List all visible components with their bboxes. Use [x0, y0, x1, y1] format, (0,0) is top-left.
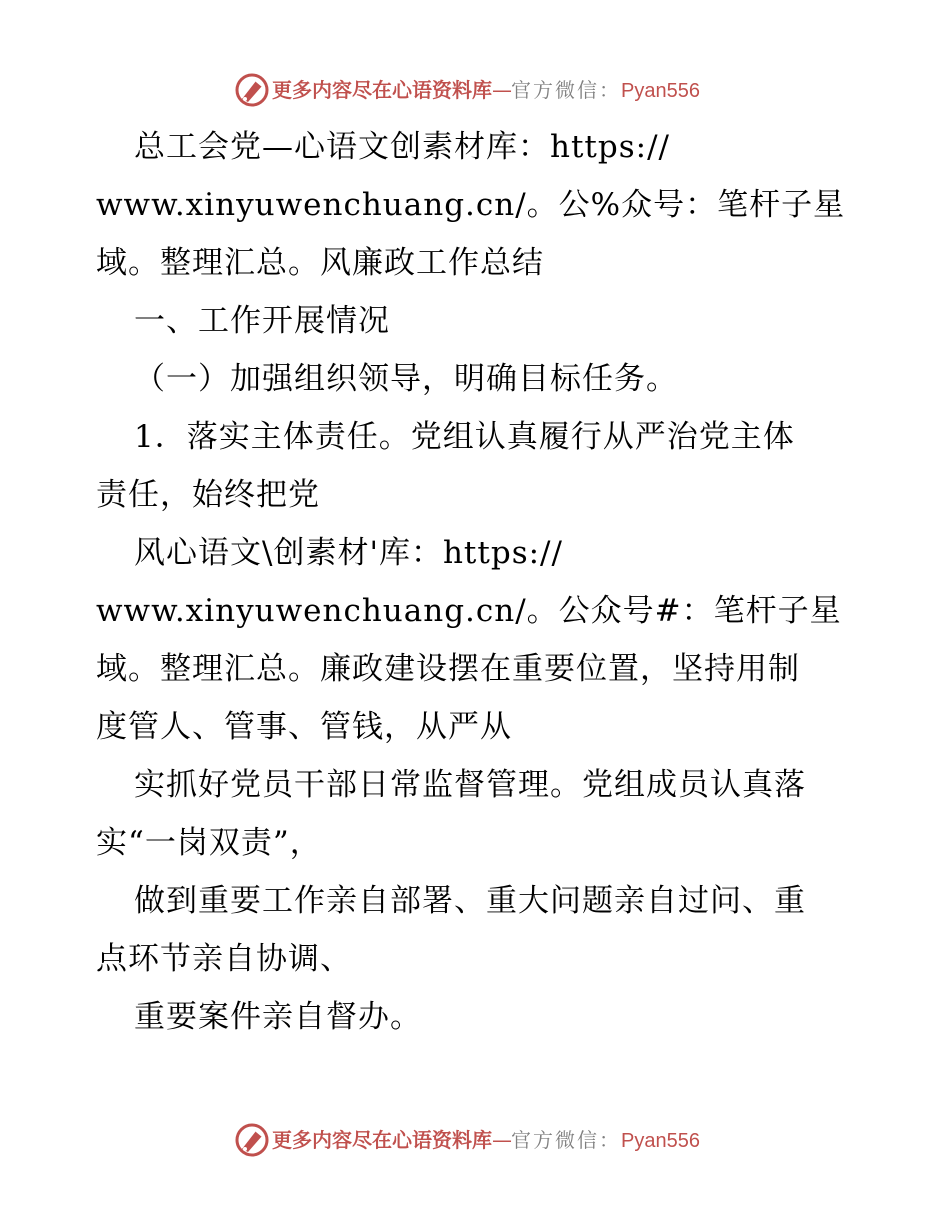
section-heading: 一、工作开展情况 — [134, 303, 390, 339]
header-banner — [0, 70, 950, 110]
banner-text — [272, 76, 700, 105]
banner-red-text: 更多内容尽在心语资料库 — [272, 78, 492, 102]
subsection-heading: （一）加强组织领导，明确目标任务。 — [134, 361, 678, 397]
body-line: 域。整理汇总。廉政建设摆在重要位置，坚持用制 — [96, 651, 800, 687]
body-line: 1．落实主体责任。党组认真履行从严治党主体 — [134, 419, 795, 455]
banner-wechat-id: Pyan556 — [621, 1130, 700, 1152]
banner-text — [272, 1126, 700, 1155]
body-line: 总工会党—心语文创素材库：https:// — [134, 129, 670, 165]
banner-red-text: 更多内容尽在心语资料库 — [272, 1128, 492, 1152]
body-line: 风心语文\创素材'库：https:// — [134, 535, 563, 571]
footer-banner — [0, 1120, 950, 1160]
body-line: www.xinyuwenchuang.cn/。公%众号：笔杆子星 — [96, 187, 846, 223]
body-line: 度管人、管事、管钱，从严从 — [96, 709, 512, 745]
banner-grey-text: 官方微信： — [511, 1128, 621, 1152]
body-line: 责任，始终把党 — [96, 477, 320, 513]
body-line: 重要案件亲自督办。 — [134, 999, 422, 1035]
pen-logo-icon — [234, 1122, 270, 1158]
body-line: www.xinyuwenchuang.cn/。公众号#：笔杆子星 — [96, 593, 842, 629]
pen-logo-icon — [234, 72, 270, 108]
body-line: 实抓好党员干部日常监督管理。党组成员认真落 — [134, 767, 806, 803]
banner-dash: — — [492, 78, 511, 102]
body-line: 域。整理汇总。风廉政工作总结 — [96, 245, 544, 281]
banner-dash: — — [492, 1128, 511, 1152]
banner-wechat-id: Pyan556 — [621, 80, 700, 102]
body-line: 做到重要工作亲自部署、重大问题亲自过问、重 — [134, 883, 806, 919]
body-line: 实“一岗双责”， — [96, 825, 322, 861]
body-line: 点环节亲自协调、 — [96, 941, 352, 977]
banner-grey-text: 官方微信： — [511, 78, 621, 102]
